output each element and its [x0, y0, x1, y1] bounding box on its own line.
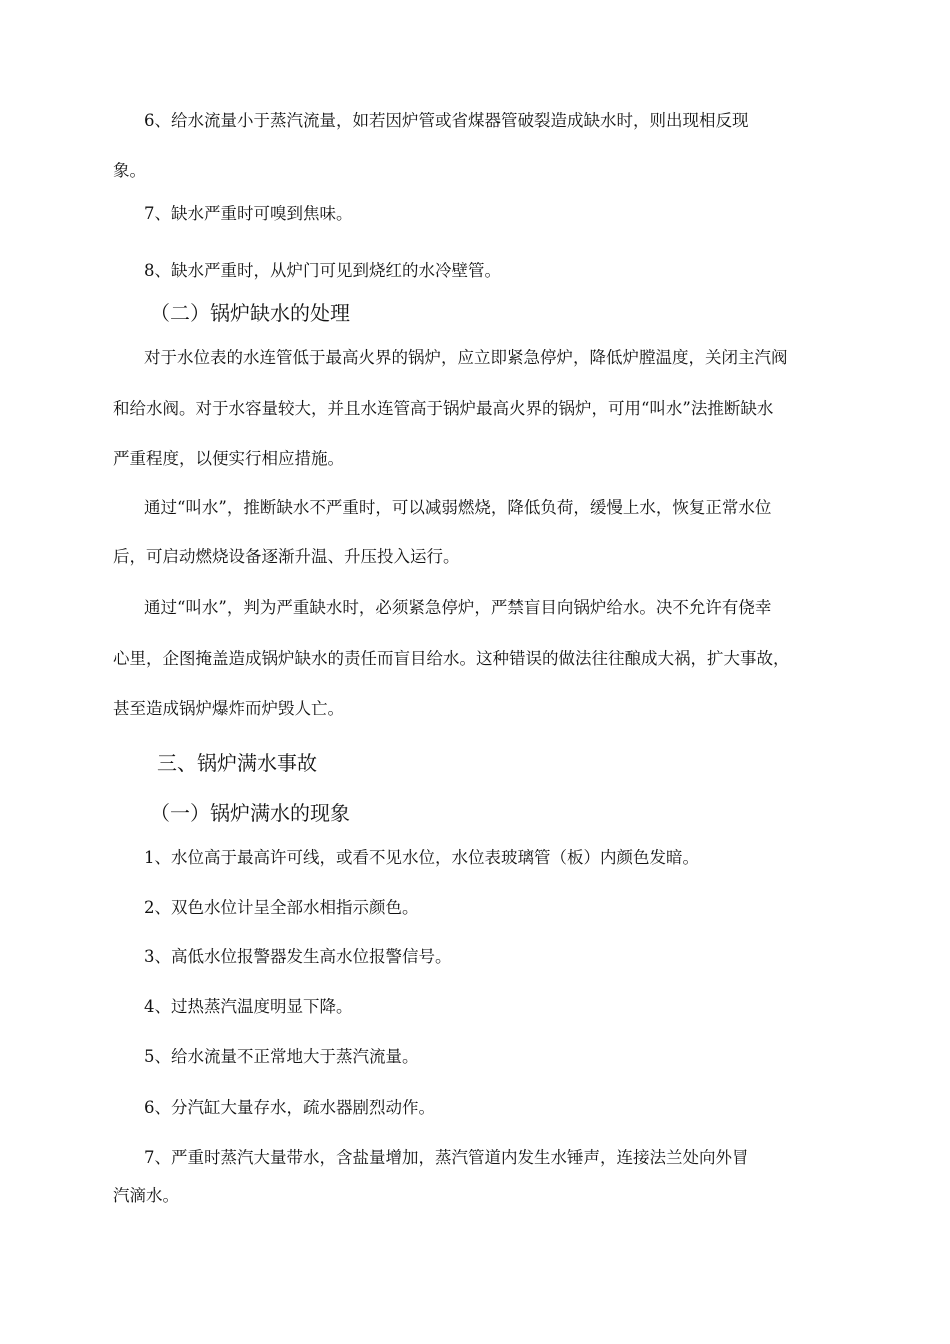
paragraph-line: 6、给水流量小于蒸汽流量，如若因炉管或省煤器管破裂造成缺水时，则出现相反现	[144, 111, 749, 130]
list-item: 6、分汽缸大量存水，疏水器剧烈动作。	[144, 1098, 435, 1117]
paragraph-line: 和给水阀。对于水容量较大，并且水连管高于锅炉最高火界的锅炉，可用“叫水”法推断缺水	[113, 399, 774, 418]
paragraph-line: 心里，企图掩盖造成锅炉缺水的责任而盲目给水。这种错误的做法往往酿成大祸，扩大事故，	[113, 649, 790, 668]
list-item: 7、严重时蒸汽大量带水，含盐量增加，蒸汽管道内发生水锤声，连接法兰处向外冒	[144, 1148, 749, 1167]
paragraph-line: 通过“叫水”，判为严重缺水时，必须紧急停炉，严禁盲目向锅炉给水。决不允许有侥幸	[144, 598, 772, 617]
paragraph-line: 对于水位表的水连管低于最高火界的锅炉，应立即紧急停炉，降低炉膛温度，关闭主汽阀	[144, 348, 788, 367]
paragraph-line: 后，可启动燃烧设备逐渐升温、升压投入运行。	[113, 547, 460, 566]
paragraph-line: 通过“叫水”，推断缺水不严重时，可以减弱燃烧，降低负荷，缓慢上水，恢复正常水位	[144, 498, 772, 517]
section-heading: 三、锅炉满水事故	[157, 751, 317, 775]
paragraph-line: 甚至造成锅炉爆炸而炉毁人亡。	[113, 699, 344, 718]
paragraph-line: 象。	[113, 161, 146, 180]
list-item: 汽滴水。	[113, 1186, 179, 1205]
list-item: 1、水位高于最高许可线，或看不见水位，水位表玻璃管（板）内颜色发暗。	[144, 848, 699, 867]
list-item: 4、过热蒸汽温度明显下降。	[144, 997, 353, 1016]
subsection-heading: （一）锅炉满水的现象	[150, 801, 350, 825]
paragraph-line: 严重程度，以便实行相应措施。	[113, 449, 344, 468]
list-item: 5、给水流量不正常地大于蒸汽流量。	[144, 1047, 419, 1066]
paragraph-line: 7、缺水严重时可嗅到焦味。	[144, 204, 353, 223]
paragraph-line: 8、缺水严重时，从炉门可见到烧红的水冷壁管。	[144, 261, 501, 280]
subsection-heading: （二）锅炉缺水的处理	[150, 301, 350, 325]
list-item: 3、高低水位报警器发生高水位报警信号。	[144, 947, 452, 966]
list-item: 2、双色水位计呈全部水相指示颜色。	[144, 898, 419, 917]
